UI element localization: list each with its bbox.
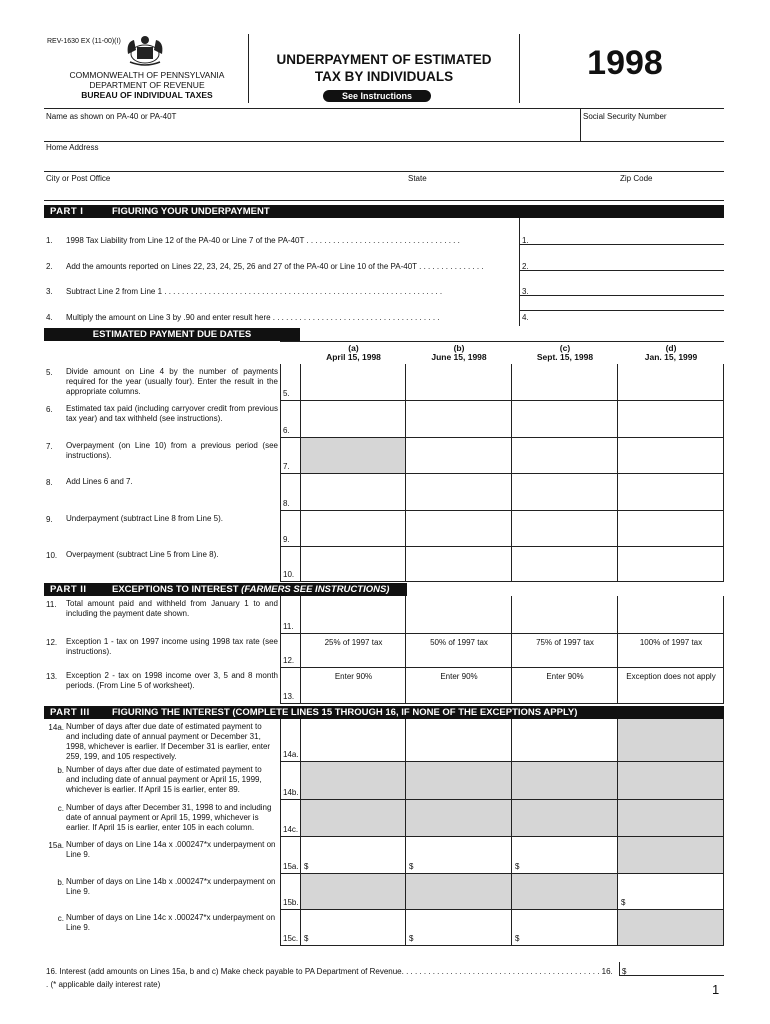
amount-cell bbox=[406, 800, 512, 837]
agency-line-3: BUREAU OF INDIVIDUAL TAXES bbox=[81, 90, 213, 100]
part1-line-box-num: 2. bbox=[522, 262, 529, 271]
amount-cell[interactable] bbox=[301, 719, 406, 762]
part1-line-num: 4. bbox=[46, 313, 53, 322]
row-box-num: 7. bbox=[283, 462, 290, 471]
part1-line-input[interactable] bbox=[519, 219, 724, 245]
part1-title: FIGURING YOUR UNDERPAYMENT bbox=[112, 206, 270, 217]
row-text: Overpayment (on Line 10) from a previous period (see instructions). bbox=[66, 441, 278, 460]
row-num: 11. bbox=[46, 600, 57, 609]
column-date: Jan. 15, 1999 bbox=[644, 352, 698, 362]
part1-line-box-num: 4. bbox=[522, 313, 529, 322]
part1-line-box-num: 1. bbox=[522, 236, 529, 245]
amount-cell[interactable] bbox=[618, 511, 724, 547]
row-box-num: 15a. bbox=[283, 862, 299, 871]
line-16-input[interactable] bbox=[619, 962, 724, 976]
amount-cell bbox=[406, 762, 512, 800]
part1-line-input[interactable] bbox=[519, 296, 724, 311]
amount-cell[interactable] bbox=[512, 547, 618, 582]
exception2-value: Enter 90% bbox=[440, 672, 478, 681]
amount-cell bbox=[301, 874, 406, 910]
state-input[interactable] bbox=[406, 184, 616, 200]
exception1-value: 25% of 1997 tax bbox=[324, 638, 383, 647]
part2-title: EXCEPTIONS TO INTEREST bbox=[112, 584, 239, 595]
amount-cell[interactable] bbox=[512, 438, 618, 474]
row-text: Add Lines 6 and 7. bbox=[66, 477, 133, 486]
amount-cell[interactable] bbox=[512, 837, 618, 874]
row-text: Number of days on Line 14c x .000247*x underpayment on Line 9. bbox=[66, 913, 276, 932]
see-instructions-badge: See Instructions bbox=[323, 90, 431, 102]
column-letter: (c) bbox=[559, 343, 571, 353]
amount-cell[interactable] bbox=[406, 910, 512, 946]
part3-num: PART III bbox=[50, 707, 90, 718]
row-box-num: 8. bbox=[283, 499, 290, 508]
dollar-sign: $ bbox=[304, 934, 309, 943]
agency-line-1: COMMONWEALTH OF PENNSYLVANIA bbox=[69, 70, 225, 80]
exception2-value: Exception does not apply bbox=[626, 672, 716, 681]
row-num: c. bbox=[57, 804, 64, 813]
amount-cell bbox=[512, 762, 618, 800]
ssn-field-label: Social Security Number bbox=[583, 112, 667, 121]
exception1-value: 50% of 1997 tax bbox=[430, 638, 488, 647]
dollar-sign: $ bbox=[515, 862, 520, 871]
amount-cell[interactable] bbox=[301, 401, 406, 438]
due-dates-title: ESTIMATED PAYMENT DUE DATES bbox=[92, 329, 252, 340]
line-16-dollar: $ bbox=[622, 967, 627, 976]
amount-cell bbox=[301, 762, 406, 800]
row-num: b. bbox=[57, 766, 64, 775]
amount-cell bbox=[618, 762, 724, 800]
row-num: 6. bbox=[46, 405, 53, 414]
part1-line-num: 2. bbox=[46, 262, 53, 271]
row-text: Exception 1 - tax on 1997 income using 1998 tax rate (see instructions). bbox=[66, 637, 278, 656]
part1-line-input[interactable] bbox=[519, 245, 724, 271]
row-box-num: 6. bbox=[283, 426, 290, 435]
exception2-value: Enter 90% bbox=[546, 672, 584, 681]
row-num: 9. bbox=[46, 515, 53, 524]
amount-cell[interactable] bbox=[618, 596, 724, 634]
amount-cell[interactable] bbox=[406, 474, 512, 511]
amount-cell[interactable] bbox=[512, 596, 618, 634]
city-field-label: City or Post Office bbox=[46, 174, 111, 183]
amount-cell bbox=[406, 874, 512, 910]
amount-cell[interactable] bbox=[512, 910, 618, 946]
part3-header bbox=[44, 706, 724, 719]
row-num: 14a. bbox=[48, 723, 64, 732]
footnote: . (* applicable daily interest rate) bbox=[46, 980, 161, 989]
row-text: Number of days on Line 14a x .000247*x underpayment on Line 9. bbox=[66, 840, 276, 859]
address-input[interactable] bbox=[44, 153, 724, 171]
row-num: b. bbox=[57, 878, 64, 887]
row-num: 7. bbox=[46, 442, 53, 451]
row-text: Exception 2 - tax on 1998 income over 3, 5 and 8 month periods. (From Line 5 of worksheet). bbox=[66, 671, 278, 690]
dollar-sign: $ bbox=[515, 934, 520, 943]
amount-cell[interactable] bbox=[406, 438, 512, 474]
zip-field-label: Zip Code bbox=[620, 174, 653, 183]
part1-line-text: Subtract Line 2 from Line 1 . . . . . . . . . . . . . . . . . . . . . . . . . . . . . . . . . . . . . . . . . . . . . . . . . . . . . . . . . . . . . . . bbox=[66, 287, 443, 296]
amount-cell[interactable] bbox=[512, 364, 618, 401]
ssn-input[interactable] bbox=[581, 122, 724, 141]
dollar-sign: $ bbox=[621, 898, 626, 907]
row-num: c. bbox=[57, 914, 64, 923]
exception1-value: 75% of 1997 tax bbox=[536, 638, 594, 647]
part1-line-text: Add the amounts reported on Lines 22, 23, 24, 25, 26 and 27 of the PA-40 or Line 10 of the PA-40T . . . . . . . . . . . . . . . bbox=[66, 262, 484, 271]
exception2-value: Enter 90% bbox=[334, 672, 373, 681]
row-text: Number of days after due date of estimated payment to and including date of annual payment or December 31, 1998, whichever is earlier. If December 31 is earlier, enter 259, 199, and 105 respectively. bbox=[66, 722, 271, 761]
part3-title: FIGURING THE INTEREST (COMPLETE LINES 15 THROUGH 16, IF NONE OF THE EXCEPTIONS APPLY) bbox=[112, 707, 578, 718]
amount-cell[interactable] bbox=[301, 910, 406, 946]
row-num: 12. bbox=[46, 638, 58, 647]
amount-cell[interactable] bbox=[406, 364, 512, 401]
amount-cell[interactable] bbox=[406, 837, 512, 874]
row-text: Number of days after December 31, 1998 to and including date of annual payment or April 15, 1999, whichever is earlier. If April 15 is earlier, enter 105 in each column. bbox=[66, 803, 272, 832]
line-16-label: 16. Interest (add amounts on Lines 15a, b and c) Make check payable to PA Department of Revenue. . . . . . . . . . . . . . . . . . . . . . . . . . . . . . . . . . . . . . . . . . . . . 16. bbox=[46, 967, 613, 976]
row-num: 10. bbox=[46, 551, 58, 560]
row-box-num: 9. bbox=[283, 535, 290, 544]
agency-line-2: DEPARTMENT OF REVENUE bbox=[89, 80, 205, 90]
name-input[interactable] bbox=[44, 122, 580, 141]
amount-cell bbox=[618, 800, 724, 837]
part1-header bbox=[44, 205, 724, 218]
row-text: Number of days after due date of estimated payment to and including date of annual payment or April 15, 1999, whichever is earlier. If April 15 is earlier, enter 89. bbox=[66, 765, 262, 794]
amount-cell[interactable] bbox=[406, 596, 512, 634]
part1-line-input[interactable] bbox=[519, 270, 724, 296]
city-input[interactable] bbox=[44, 184, 404, 200]
column-letter: (a) bbox=[348, 343, 359, 353]
amount-cell[interactable] bbox=[301, 596, 406, 634]
amount-cell bbox=[618, 837, 724, 874]
part2-header bbox=[44, 583, 407, 596]
amount-cell[interactable] bbox=[618, 401, 724, 438]
zip-input[interactable] bbox=[618, 184, 724, 200]
amount-cell[interactable] bbox=[301, 547, 406, 582]
amount-cell bbox=[618, 719, 724, 762]
column-date: Sept. 15, 1998 bbox=[536, 352, 594, 362]
row-box-num: 15b. bbox=[283, 898, 299, 907]
row-box-num: 15c. bbox=[283, 934, 299, 943]
amount-cell[interactable] bbox=[618, 364, 724, 401]
state-field-label: State bbox=[408, 174, 427, 183]
row-box-num: 14a. bbox=[283, 750, 299, 759]
row-text: Overpayment (subtract Line 5 from Line 8). bbox=[66, 550, 219, 559]
amount-cell[interactable] bbox=[512, 474, 618, 511]
row-box-num: 14b. bbox=[283, 788, 299, 797]
tax-year: 1998 bbox=[587, 44, 663, 82]
amount-cell[interactable] bbox=[618, 547, 724, 582]
amount-cell[interactable] bbox=[301, 511, 406, 547]
amount-cell[interactable] bbox=[301, 364, 406, 401]
amount-cell bbox=[301, 438, 406, 474]
amount-cell bbox=[301, 800, 406, 837]
amount-cell[interactable] bbox=[406, 719, 512, 762]
amount-cell bbox=[618, 910, 724, 946]
row-num: 13. bbox=[46, 672, 58, 681]
address-field-label: Home Address bbox=[46, 143, 99, 152]
amount-cell bbox=[512, 800, 618, 837]
amount-cell[interactable] bbox=[406, 401, 512, 438]
amount-cell[interactable] bbox=[618, 438, 724, 474]
row-box-num: 11. bbox=[283, 622, 294, 631]
name-field-label: Name as shown on PA-40 or PA-40T bbox=[46, 112, 177, 121]
form-title-2: TAX BY INDIVIDUALS bbox=[314, 69, 454, 84]
dollar-sign: $ bbox=[409, 934, 414, 943]
row-num: 15a. bbox=[48, 841, 64, 850]
amount-cell[interactable] bbox=[406, 511, 512, 547]
row-text: Total amount paid and withheld from January 1 to and including the payment date shown. bbox=[66, 599, 278, 618]
row-text: Number of days on Line 14b x .000247*x underpayment on Line 9. bbox=[66, 877, 276, 896]
amount-cell[interactable] bbox=[301, 474, 406, 511]
exception1-value: 100% of 1997 tax bbox=[639, 638, 703, 647]
part1-line-box-num: 3. bbox=[522, 287, 529, 296]
row-num: 8. bbox=[46, 478, 53, 487]
row-num: 5. bbox=[46, 368, 53, 377]
row-text: Divide amount on Line 4 by the number of payments required for the year (usually four). Enter the result in the appropriate columns. bbox=[66, 367, 278, 396]
row-text: Underpayment (subtract Line 8 from Line 5). bbox=[66, 514, 223, 523]
amount-cell[interactable] bbox=[618, 874, 724, 910]
amount-cell[interactable] bbox=[512, 719, 618, 762]
form-title-1: UNDERPAYMENT OF ESTIMATED bbox=[276, 52, 492, 67]
column-letter: (d) bbox=[665, 343, 677, 353]
part2-num: PART II bbox=[50, 584, 87, 595]
state-seal-icon bbox=[120, 32, 170, 68]
part1-num: PART I bbox=[50, 206, 84, 217]
amount-cell[interactable] bbox=[618, 474, 724, 511]
row-box-num: 13. bbox=[283, 692, 295, 701]
part1-line-num: 1. bbox=[46, 236, 53, 245]
amount-cell[interactable] bbox=[406, 547, 512, 582]
form-id: REV-1630 EX (11-00)(I) bbox=[47, 38, 121, 45]
dollar-sign: $ bbox=[304, 862, 309, 871]
part1-line-text: Multiply the amount on Line 3 by .90 and enter result here . . . . . . . . . . . . . . . . . . . . . . . . . . . . . . . . . . . . . . bbox=[66, 313, 440, 322]
part1-line-text: 1998 Tax Liability from Line 12 of the PA-40 or Line 7 of the PA-40T . . . . . . . . . . . . . . . . . . . . . . . . . . . . . . . . . . . bbox=[66, 236, 460, 245]
column-date: June 15, 1998 bbox=[431, 352, 487, 362]
part2-title-note: (FARMERS SEE INSTRUCTIONS) bbox=[241, 584, 390, 595]
row-box-num: 12. bbox=[283, 656, 295, 665]
amount-cell[interactable] bbox=[301, 837, 406, 874]
part1-line-num: 3. bbox=[46, 287, 53, 296]
page-number: 1 bbox=[712, 982, 720, 997]
row-box-num: 10. bbox=[283, 570, 295, 579]
due-dates-header bbox=[44, 328, 300, 341]
amount-cell[interactable] bbox=[512, 511, 618, 547]
column-date: April 15, 1998 bbox=[326, 352, 381, 362]
column-letter: (b) bbox=[453, 343, 465, 353]
row-text: Estimated tax paid (including carryover credit from previous tax year) and tax withheld (see instructions). bbox=[66, 404, 278, 423]
amount-cell bbox=[512, 874, 618, 910]
row-box-num: 14c. bbox=[283, 825, 299, 834]
row-box-num: 5. bbox=[283, 389, 290, 398]
amount-cell[interactable] bbox=[512, 401, 618, 438]
dollar-sign: $ bbox=[409, 862, 414, 871]
